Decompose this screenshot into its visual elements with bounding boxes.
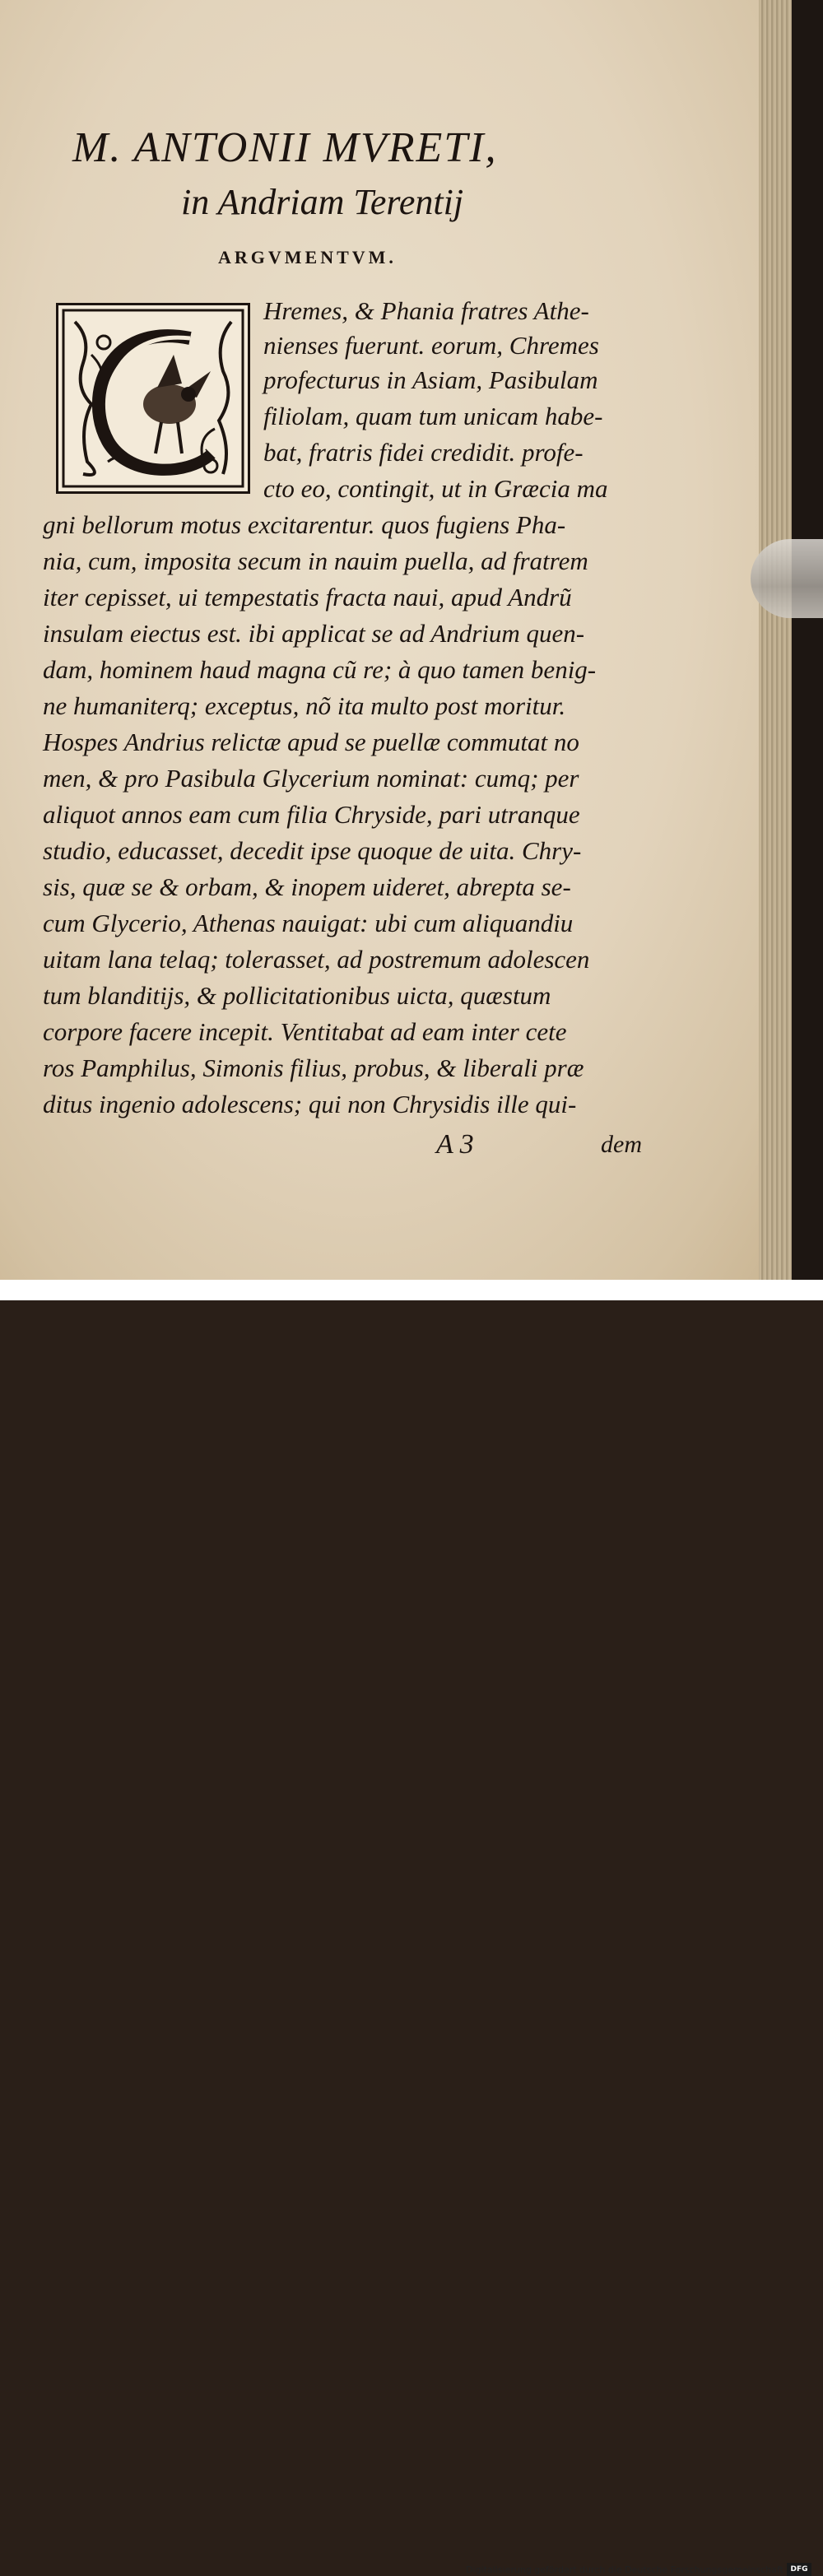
page-viewer [0,0,823,1280]
page-edge [759,0,792,1280]
text-line: nienses fuerunt. eorum, Chremes [263,331,599,360]
initial-c-woodcut-icon [58,305,248,491]
text-line: ros Pamphilus, Simonis filius, probus, & liberali præ [43,1053,584,1082]
decorated-initial-icon [56,303,250,494]
page-subtitle: in Andriam Terentij [181,182,464,222]
footer-bar [0,1280,823,2575]
text-line: corpore facere incepit. Ventitabat ad eam inter cete [43,1017,567,1046]
text-line: ne humaniterq; exceptus, nõ ita multo post moritur. [43,691,566,720]
text-line: uitam lana telaq; tolerasset, ad postremum adolescen [43,945,590,974]
text-line: Hremes, & Phania fratres Athe- [263,296,589,325]
text-line: cum Glycerio, Athenas nauigat: ubi cum aliquandiu [43,909,574,937]
text-line: dam, hominem haud magna cũ re; à quo tamen benig- [43,655,597,684]
text-line: cto eo, contingit, ut in Græcia ma [263,474,608,503]
text-line: tum blanditijs, & pollicitationibus uicta, quæstum [43,981,551,1010]
digitization-credit: Digitalisierung gefördert durch die Deutsche Forschungsgemeinschaft [466,2564,783,2575]
text-line: bat, fratris fidei credidit. profe- [263,438,584,467]
text-line: Hospes Andrius relictæ apud se puellæ commutat no [43,728,579,756]
catchword: dem [601,1131,642,1158]
bookmark-clip [751,539,823,618]
text-line: men, & pro Pasibula Glycerium nominat: cumq; per [43,764,579,793]
section-heading: ARGVMENTVM. [218,247,397,267]
text-line: ditus ingenio adolescens; qui non Chrysidis ille qui- [43,1090,577,1118]
text-line: aliquot annos eam cum filia Chryside, pari utranque [43,800,580,829]
text-line: iter cepisset, ui tempestatis fracta naui, apud Andrũ [43,583,572,611]
text-line: gni bellorum motus excitarentur. quos fugiens Pha- [43,510,566,539]
text-line: studio, educasset, decedit ipse quoque de uita. Chry- [43,836,582,865]
text-line: profecturus in Asiam, Pasibulam [263,365,598,394]
book-page [0,0,792,1280]
text-line: sis, quæ se & orbam, & inopem uideret, abrepta se- [43,872,571,901]
page-title: M. ANTONII MVRETI, [72,124,498,171]
text-line: filiolam, quam tum unicam habe- [263,402,603,430]
signature-mark: A 3 [436,1129,474,1160]
dfg-logo-icon: DFG [787,2563,811,2576]
text-line: insulam eiectus est. ibi applicat se ad Andrium quen- [43,619,585,648]
text-line: nia, cum, imposita secum in nauim puella, ad fratrem [43,546,588,575]
